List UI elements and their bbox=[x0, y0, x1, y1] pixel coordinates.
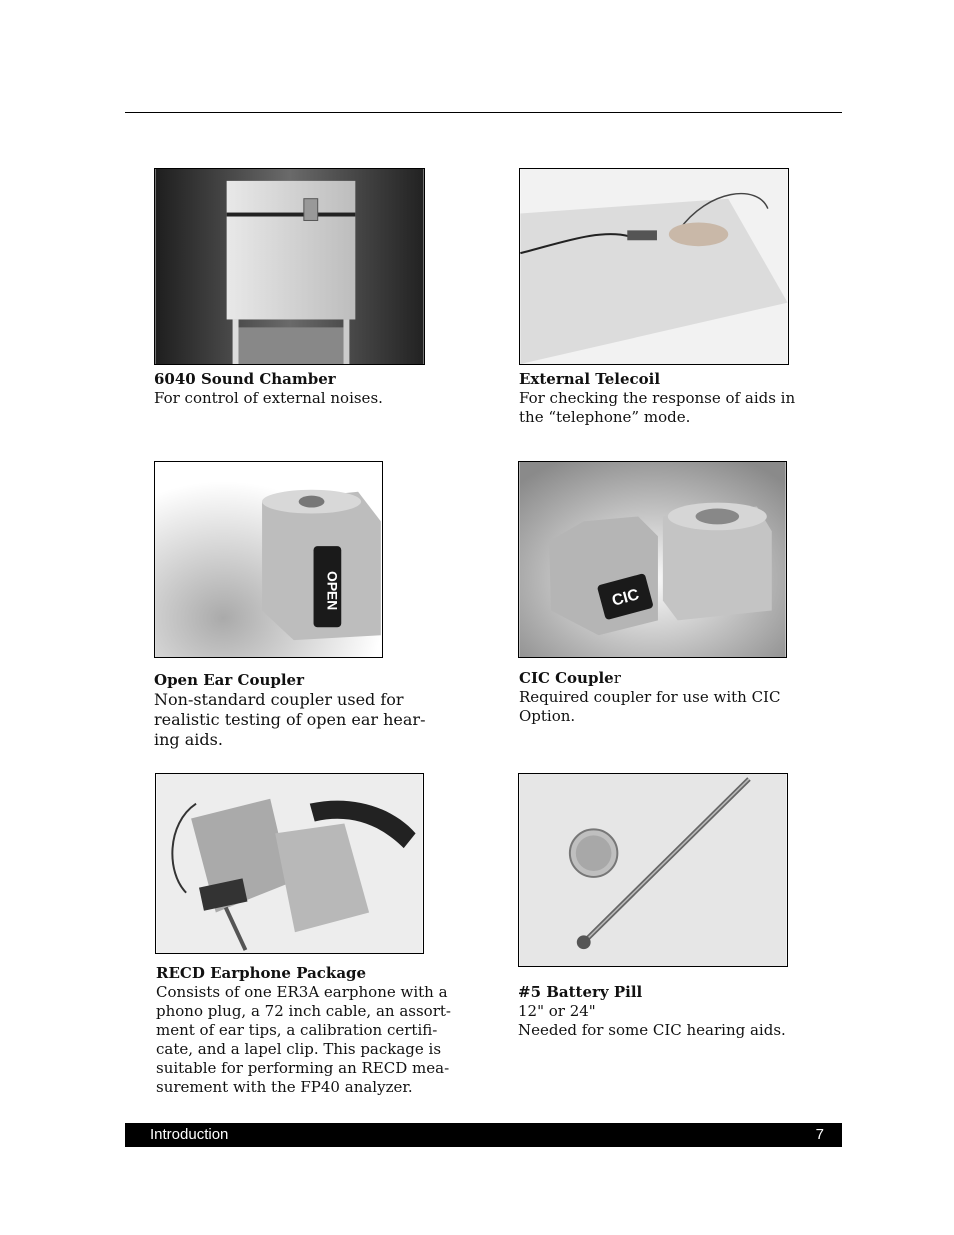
caption-recd-earphone-package bbox=[156, 964, 456, 1097]
caption-battery-pill bbox=[518, 983, 818, 1040]
caption-title bbox=[519, 669, 819, 688]
header-rule bbox=[125, 112, 842, 113]
open-ear-coupler-photo bbox=[154, 461, 383, 658]
caption-text: Required coupler for use with CIC Option. bbox=[519, 688, 781, 725]
caption-title-main: CIC Couple bbox=[519, 669, 614, 687]
caption-title-tail: r bbox=[613, 669, 621, 687]
caption-title: Open Ear Coupler bbox=[154, 671, 304, 689]
caption-text: 12" or 24" Needed for some CIC hearing aids. bbox=[518, 1002, 786, 1039]
battery-pill-photo bbox=[518, 773, 788, 967]
recd-earphone-package-photo bbox=[155, 773, 424, 954]
coupler-label: CIC bbox=[610, 586, 642, 610]
telecoil-photo bbox=[519, 168, 789, 365]
caption-open-ear-coupler bbox=[154, 670, 454, 750]
caption-sound-chamber bbox=[154, 370, 444, 408]
page-number: 7 bbox=[815, 1126, 824, 1143]
caption-text: For control of external noises. bbox=[154, 389, 383, 407]
cic-coupler-photo bbox=[518, 461, 787, 658]
caption-title: #5 Battery Pill bbox=[518, 983, 643, 1001]
caption-telecoil bbox=[519, 370, 819, 427]
caption-text: Non-standard coupler used for realistic testing of open ear hear- ing aids. bbox=[154, 690, 426, 749]
caption-title: 6040 Sound Chamber bbox=[154, 370, 336, 388]
caption-title: RECD Earphone Package bbox=[156, 964, 367, 982]
sound-chamber-photo bbox=[154, 168, 425, 365]
caption-title: External Telecoil bbox=[519, 370, 661, 388]
caption-cic-coupler bbox=[519, 669, 819, 726]
caption-text: Consists of one ER3A earphone with a phono plug, a 72 inch cable, an assort- ment of ear tips, a calibration certifi- cate, and a lapel clip. This package is suitable for performing an RECD mea- surement with the FP40 analyzer. bbox=[156, 983, 451, 1096]
caption-text: For checking the response of aids in the “telephone” mode. bbox=[519, 389, 796, 426]
footer-section: Introduction bbox=[150, 1126, 229, 1143]
coupler-label: OPEN bbox=[324, 571, 341, 611]
page-footer bbox=[125, 1123, 842, 1147]
